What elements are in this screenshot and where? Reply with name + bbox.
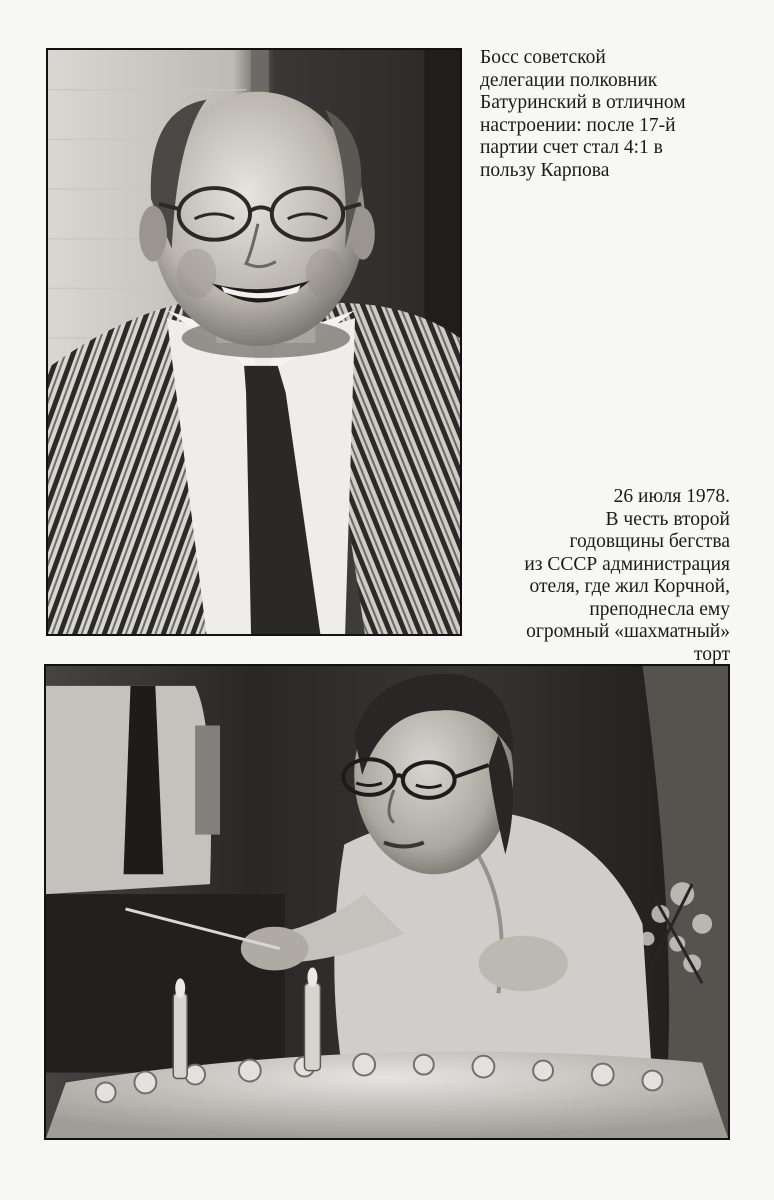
cake-photo <box>44 664 730 1140</box>
cake-photo-image <box>46 666 728 1138</box>
photo-caption-top: Босс советской делегации полковник Батуринский в отличном настроении: после 17-й партии счет стал 4:1 в пользу Карпова <box>480 47 686 181</box>
photo-caption-bottom: 26 июля 1978. В честь второй годовщины бегства из СССР администрация отеля, где жил Корчной, преподнесла ему огромный «шахматный» торт <box>524 486 730 665</box>
portrait-photo-image <box>48 50 460 634</box>
portrait-photo <box>46 48 462 636</box>
